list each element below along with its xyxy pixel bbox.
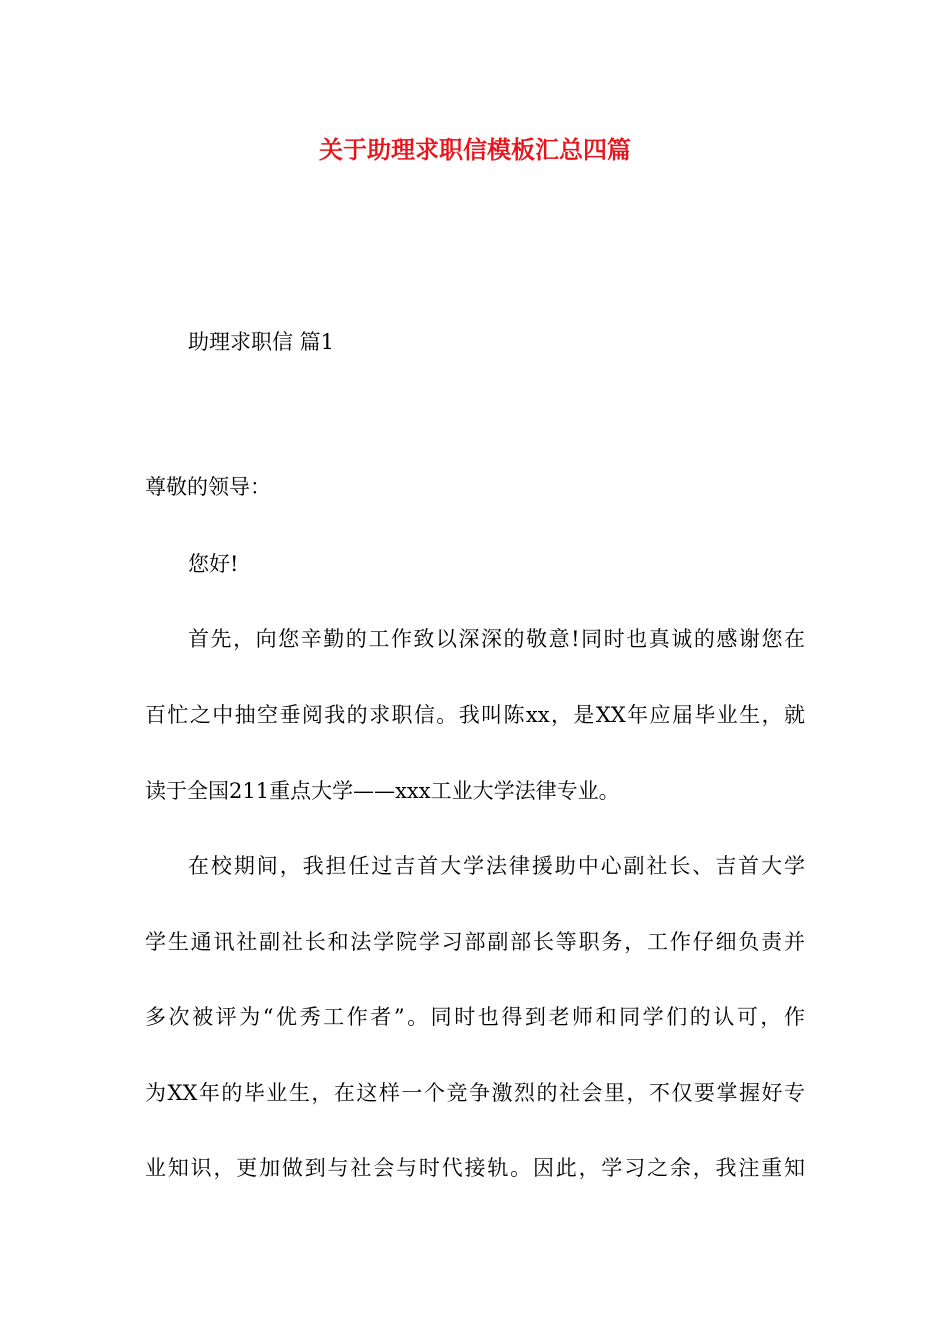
document-title: 关于助理求职信模板汇总四篇	[319, 135, 631, 164]
paragraph1-line2: 百忙之中抽空垂阅我的求职信。我叫陈xx，是XX年应届毕业生，就	[145, 703, 805, 727]
paragraph1-line3: 读于全国211重点大学——xxx工业大学法律专业。	[145, 779, 620, 803]
salutation: 尊敬的领导：	[145, 475, 271, 499]
greeting: 您好!	[188, 552, 239, 576]
paragraph2-line4: 为XX年的毕业生，在这样一个竞争激烈的社会里，不仅要掌握好专	[145, 1081, 805, 1105]
paragraph2-line5: 业知识，更加做到与社会与时代接轨。因此，学习之余，我注重知	[145, 1156, 805, 1180]
paragraph2-line3: 多次被评为“优秀工作者”。同时也得到老师和同学们的认可，作	[145, 1005, 805, 1029]
paragraph2-line1: 在校期间，我担任过吉首大学法律援助中心副社长、吉首大学	[188, 854, 805, 878]
paragraph1-line1: 首先，向您辛勤的工作致以深深的敬意!同时也真诚的感谢您在	[188, 627, 805, 651]
section-heading: 助理求职信 篇1	[188, 330, 335, 354]
paragraph2-line2: 学生通讯社副社长和法学院学习部副部长等职务，工作仔细负责并	[145, 930, 805, 954]
